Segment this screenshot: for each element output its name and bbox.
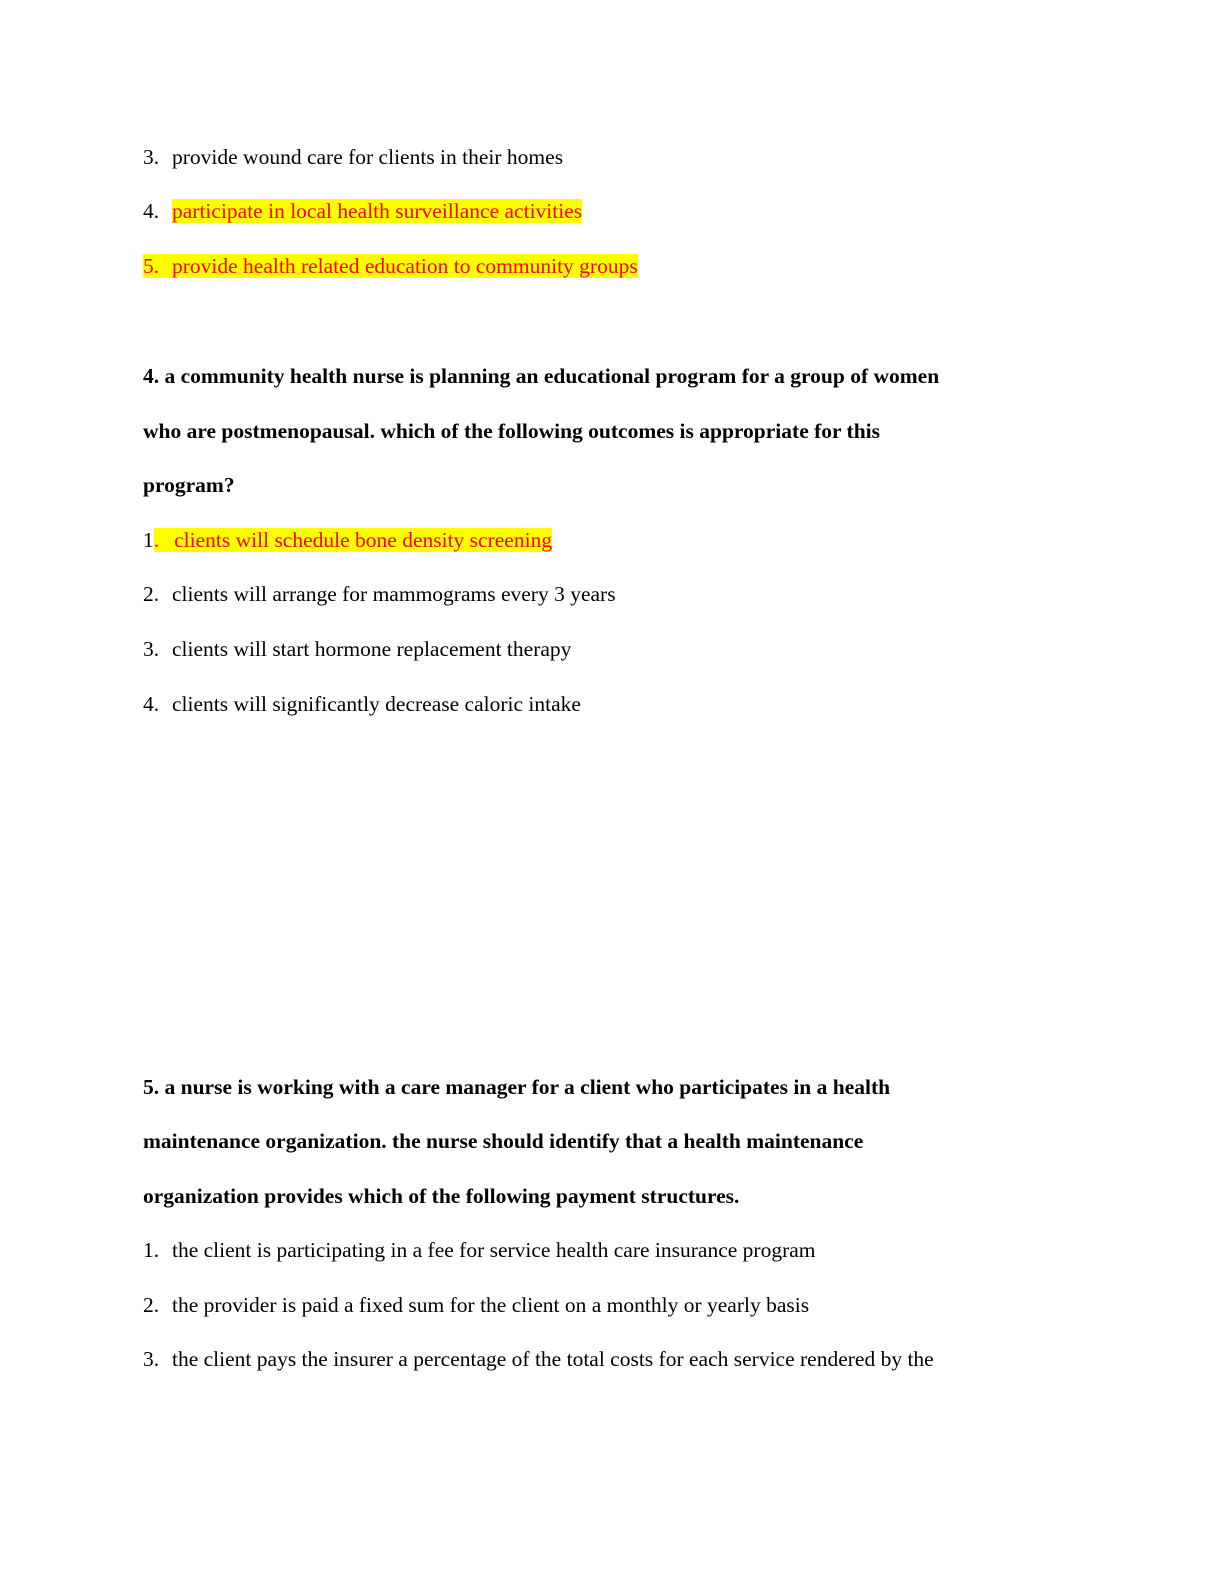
option-number: 1. — [143, 1238, 160, 1262]
option-text: the client pays the insurer a percentage of the total costs for each service rendered by the — [172, 1347, 934, 1371]
option-text: provide health related education to community groups — [172, 254, 638, 278]
option-text: provide wound care for clients in their homes — [172, 145, 564, 169]
option-number: 1 — [143, 528, 154, 552]
q5-question-line-2: maintenance organization. the nurse should identify that a health maintenance — [143, 1129, 864, 1153]
q3-option-4 — [143, 196, 582, 226]
q5-option-2 — [143, 1290, 809, 1320]
q3-option-3 — [143, 142, 563, 172]
option-text: clients will schedule bone density screening — [174, 528, 553, 552]
q5-option-3 — [143, 1344, 934, 1374]
q4-question-line-2: who are postmenopausal. which of the following outcomes is appropriate for this — [143, 419, 881, 443]
q5-question-line-1: 5. a nurse is working with a care manager for a client who participates in a health — [143, 1075, 891, 1099]
option-text: clients will start hormone replacement therapy — [172, 637, 572, 661]
q4-option-4 — [143, 689, 581, 719]
q5-question-line-3: organization provides which of the following payment structures. — [143, 1184, 740, 1208]
highlighted-answer — [143, 254, 638, 278]
option-number: 2. — [143, 582, 160, 606]
q4-option-2 — [143, 579, 616, 609]
option-number: 4. — [143, 692, 160, 716]
option-number: 5. — [143, 254, 160, 278]
highlighted-answer — [154, 528, 552, 552]
option-number: 3. — [143, 1347, 160, 1371]
option-number-period: . — [153, 528, 160, 552]
option-number: 4. — [143, 199, 160, 223]
option-number: 3. — [143, 145, 160, 169]
q4-option-3 — [143, 634, 571, 664]
option-text: clients will significantly decrease caloric intake — [172, 692, 581, 716]
q4-question-line-1: 4. a community health nurse is planning an educational program for a group of women — [143, 364, 940, 388]
q4-option-1 — [143, 525, 552, 555]
option-text: the provider is paid a fixed sum for the client on a monthly or yearly basis — [172, 1293, 810, 1317]
q3-option-5 — [143, 251, 638, 281]
option-number: 2. — [143, 1293, 160, 1317]
q5-option-1 — [143, 1235, 816, 1265]
highlighted-answer-text: participate in local health surveillance activities — [172, 199, 583, 223]
option-number: 3. — [143, 637, 160, 661]
option-text: clients will arrange for mammograms every 3 years — [172, 582, 616, 606]
option-text: the client is participating in a fee for service health care insurance program — [172, 1238, 816, 1262]
q4-question-line-3: program? — [143, 473, 235, 497]
